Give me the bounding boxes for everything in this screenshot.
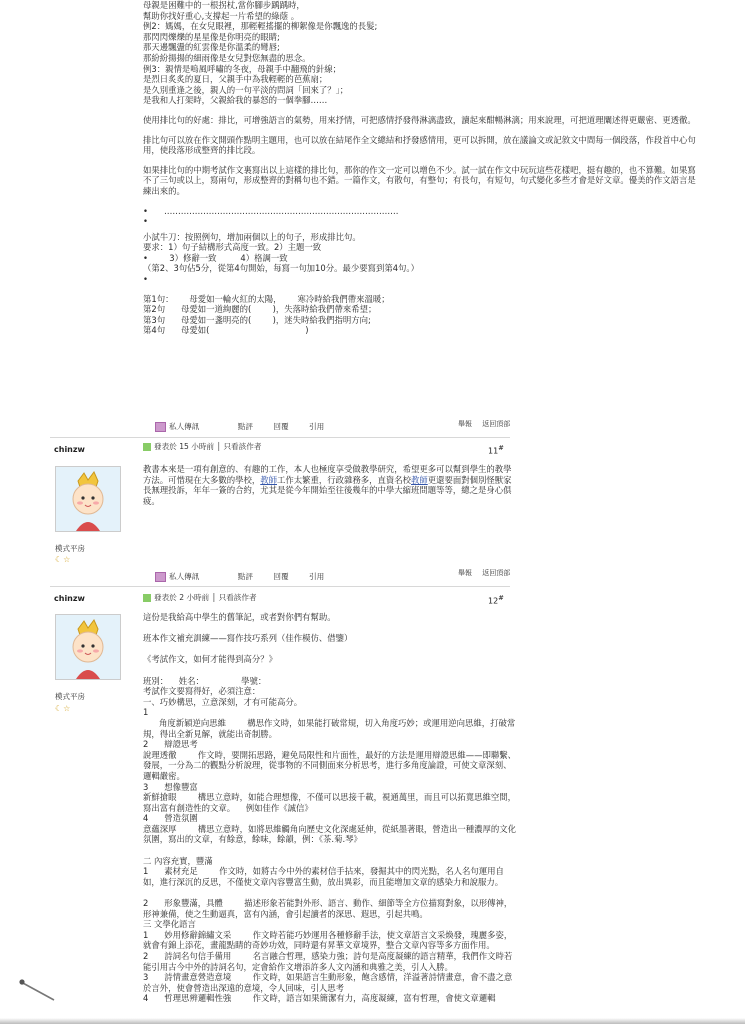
text-line <box>143 665 518 676</box>
text-line: 第3句 母愛如一盞明亮的( )，迷失時給我們指明方向; <box>143 314 371 325</box>
text-line: 班本作文補充訓練——寫作技巧系列（佳作模仿、借鑒） <box>143 633 353 644</box>
quote-button[interactable]: 引用 <box>309 422 325 431</box>
text-line: 角度新穎逆向思維 構思作文時，如果能打破常規，切入角度巧妙；或運用逆向思維，打破常規，得出全新見解，就能出奇制勝。 <box>143 717 516 739</box>
post-floor-number: 12# <box>488 594 504 606</box>
scan-edge <box>0 1018 745 1024</box>
user-rank: 模式平房 <box>55 692 85 701</box>
online-status-icon <box>143 443 151 451</box>
user-stars: ☾☆ <box>55 704 72 713</box>
text-line: 說理透徹 作文時，要開拓思路，避免局限性和片面性，最好的方法是運用辯證思維——即聯繫、發展，一分為二的觀點分析說理，從事物的不同側面來分析思考，進行多角度論證，可使文章深刻、邏輯嚴密。 <box>143 749 517 781</box>
text-line: 那閃閃爍爍的星星像是你明亮的眼睛; <box>143 31 280 42</box>
text-line: 3 想像豐富 <box>143 781 198 792</box>
back-to-top-link[interactable]: 返回頂部 <box>482 569 511 577</box>
bullet: • <box>143 216 148 227</box>
bullet: • <box>143 205 148 216</box>
text-line: 4 哲理思辨邏輯性強 作文時，語言如果簡潔有力，高度凝練，富有哲理，會使文章邏輯 <box>143 993 496 1004</box>
text-line: • <box>143 274 148 285</box>
text-line: 那紛紛揚揚的細雨像是女兒對您無盡的思念。 <box>143 52 311 63</box>
text-line: 是久別重逢之後，親人的一句平淡的問詞「回來了？」； <box>143 84 349 95</box>
post-body <box>143 612 518 1004</box>
text-line: 3 詩情畫意營造意境 作文時，如果語言生動形象，飽含感情，洋溢著詩情畫意，會不盡之意於言外，使會營造出深遠的意境，令人回味，引人思考 <box>143 972 513 993</box>
back-to-top-link[interactable]: 返回頂部 <box>482 420 511 428</box>
text-line: 例3：親情是嗚風呼嘯的冬夜，母親手中翻飛的針線； <box>143 63 341 74</box>
text-line: 小試牛刀：按照例句，增加兩個以上的句子，形成排比句。 <box>143 231 361 242</box>
text-line: 2 形象豐滿，具體 描述形象若能對外形、語言、動作、細節等全方位描寫對象，以形傳神，形神兼備，使之生動逼真，富有內涵，會引起讀者的深思、遐思，引起共鳴。 <box>143 898 513 919</box>
text-line: 2 詩詞名句信手備用 名言融合哲理，感染力強；詩句是高度凝練的語言精華，我們作文時若能引用古今中外的詩詞名句，定會給作文增添許多人文內涵和典雅之美，引人入勝。 <box>143 951 513 972</box>
text-line: 第4句 母愛如( ) <box>143 325 309 336</box>
paragraph-placement: 排比句可以放在作文開頭作點明主題用，也可以放在結尾作全文總結和抒發感情用，更可以拆開，放在議論文或記敘文中間每一個段落，作段首中心句用，使段落形成整齊的排比段。 <box>143 134 696 156</box>
text-line: 第1句： 母愛如一輪火紅的太陽， 寒冷時給我們帶來溫暖； <box>143 293 390 304</box>
post-meta: 發表於 2 小時前 │ 只看該作者 <box>143 593 257 604</box>
paragraph-benefits: 使用排比句的好處：排比，可增強語言的氣勢，用來抒情，可把感情抒發得淋漓盡致，讀起來酣暢淋漓；用來說理，可把道理闡述得更嚴密、更透徹。 <box>143 114 696 125</box>
paragraph-advice: 如果排比句的中期考試作文裏寫出以上這樣的排比句，那你的作文一定可以增色不少。試一試在作文中玩玩這些花樣吧，挺有趣的，也不算難。如果寫不了三句或以上，寫兩句，形成整齊的對稱句也不錯。一篇作文，有散句，有整句；有長句，有短句，句式變化多些才會是好文章。優美的作文語言是練出來的。 <box>143 164 696 196</box>
text-line: • 3）修辭一致 4）格調一致 <box>143 252 288 263</box>
text-line: 《考試作文，如何才能得到高分？》 <box>143 654 277 665</box>
exercise-instructions <box>143 232 703 285</box>
text-line: 意蘊深厚 構思立意時，如將思維觸角向歷史文化深處延伸，從紙墨著眼，營造出一種濃厚的文化氛圍，寫出的文章，有餘意，餘味，餘韻，例：《茶.菊.琴》 <box>143 823 517 845</box>
post-meta: 發表於 15 小時前 │ 只看該作者 <box>143 442 261 453</box>
cartoon-avatar-icon <box>56 467 120 531</box>
parallelism-examples <box>143 0 703 106</box>
text-line: 新鮮搶眼 構思立意時，如能合理想像，不僅可以思接千載，視通萬里，而且可以拓寬思維空間，寫出富有創造性的文章。 例如佳作《誠信》 <box>143 792 517 813</box>
quote-button[interactable]: 引用 <box>309 572 325 581</box>
keyword-link[interactable]: 教師 <box>260 474 277 485</box>
reply-button[interactable]: 回覆 <box>273 572 289 581</box>
text-line: 這份是我給高中學生的舊筆記，或者對你們有幫助。 <box>143 612 336 622</box>
pm-button[interactable]: 私人傳訊 <box>155 422 217 433</box>
text-line: 幫助你找好重心,支撐起一片希望的綠蔭 。 <box>143 10 300 21</box>
text-line <box>143 623 518 634</box>
pm-button[interactable]: 私人傳訊 <box>155 572 217 583</box>
user-avatar[interactable] <box>55 614 121 680</box>
message-icon <box>155 422 166 432</box>
post-actions-bar <box>155 572 342 583</box>
text-line <box>143 845 518 856</box>
user-avatar[interactable] <box>55 466 121 532</box>
post-floor-number: 11# <box>488 444 504 456</box>
post-util-links <box>458 419 518 430</box>
text-line: （第2、3句佔5分，從第4句開始，每寫一句加10分。最少要寫到第4句。） <box>143 263 419 274</box>
paperclip-icon <box>18 978 58 1004</box>
text-line <box>143 644 518 655</box>
text-line: 考試作文要寫得好，必須注意： <box>143 686 261 697</box>
text-line: 是烈日炙炙的夏日，父親手中為我輕輕的芭蕉扇； <box>143 74 328 85</box>
text-line: 1 <box>143 707 149 718</box>
post-separator <box>50 586 510 587</box>
post-body <box>143 464 518 506</box>
exercise-sentences <box>143 294 703 336</box>
text-line: 1 素材充足 作文時，如將古今中外的素材信手拈來，發掘其中的閃光點，名人名句運用自如，進行深沉的反思，不僅使文章內容豐富生動，放出異彩，而且能增加文章的感染力和說服力。 <box>143 866 504 887</box>
reply-button[interactable]: 回覆 <box>273 422 289 431</box>
online-status-icon <box>143 594 151 602</box>
user-rank: 模式平房 <box>55 544 85 553</box>
text-line: 1 妙用修辭錦繡文采 作文時若能巧妙運用各種修辭手法，使文章語言文采煥發，瑰麗多姿，就會有錦上添花，畫龍點睛的奇妙功效，同時還有昇華文章境界，整合文章內容等多方面作用。 <box>143 929 513 951</box>
text-line: 4 營造氛圍 <box>143 813 198 824</box>
rate-button[interactable]: 點評 <box>237 422 253 431</box>
user-stars: ☾☆ <box>55 555 72 564</box>
divider-row <box>143 206 703 217</box>
post-util-links <box>458 568 518 579</box>
post-text <box>143 612 518 1004</box>
text-line: 班別： 姓名： 學號： <box>143 675 267 686</box>
post-author[interactable]: chinzw <box>54 445 85 454</box>
text-line: 二 內容充實，豐滿 <box>143 855 213 866</box>
post-separator <box>50 437 510 438</box>
report-link[interactable]: 舉報 <box>458 569 472 577</box>
text-line: 2 辯證思考 <box>143 739 198 750</box>
report-link[interactable]: 舉報 <box>458 420 472 428</box>
text-line: 要求：1）句子結構形式高度一致。2）主題一致 <box>143 242 322 253</box>
dashed-divider: ………………………………………………………………………… <box>163 205 399 216</box>
text-line: 那天邊飄盪的紅雲像是你溫柔的彎唇; <box>143 42 280 53</box>
post-author[interactable]: chinzw <box>54 594 85 603</box>
post-actions-bar <box>155 422 342 433</box>
text-line: 母親是困難中的一根拐杖,當你腳步踽踽時， <box>143 0 305 10</box>
text-line <box>143 887 518 898</box>
text-line: 例2：媽媽，在女兒眼裡，那輕輕搖擺的柳絮像是你飄逸的長髮; <box>143 21 378 32</box>
text-line: 三 文學化語言 <box>143 919 196 930</box>
keyword-link[interactable]: 教師 <box>411 474 428 485</box>
post-text: 教書本來是一項有創意的、有趣的工作，本人也極度享受做教學研究，希望更多可以幫到學生的教學方法。可惜現在大多數的學校，教師工作太繁重，行政雜務多，直資名校教師更還要面對個別怪獸家長無理投訴，年年一簽的合約，尤其是從今年開始至往後幾年的中學大縮班問題等等，總之是身心俱疲。 <box>143 464 512 506</box>
cartoon-avatar-icon <box>56 615 120 679</box>
rate-button[interactable]: 點評 <box>237 572 253 581</box>
text-line: 一、巧妙構思，立意深刻，才有可能高分。 <box>143 696 303 707</box>
text-line: 是我和人打架時，父親給我的暴怒的一個拳腳…… <box>143 95 328 106</box>
message-icon <box>155 572 166 582</box>
text-line: 第2句 母愛如一道絢麗的( )，失落時給我們帶來希望； <box>143 304 377 315</box>
previous-post-content <box>143 0 703 336</box>
